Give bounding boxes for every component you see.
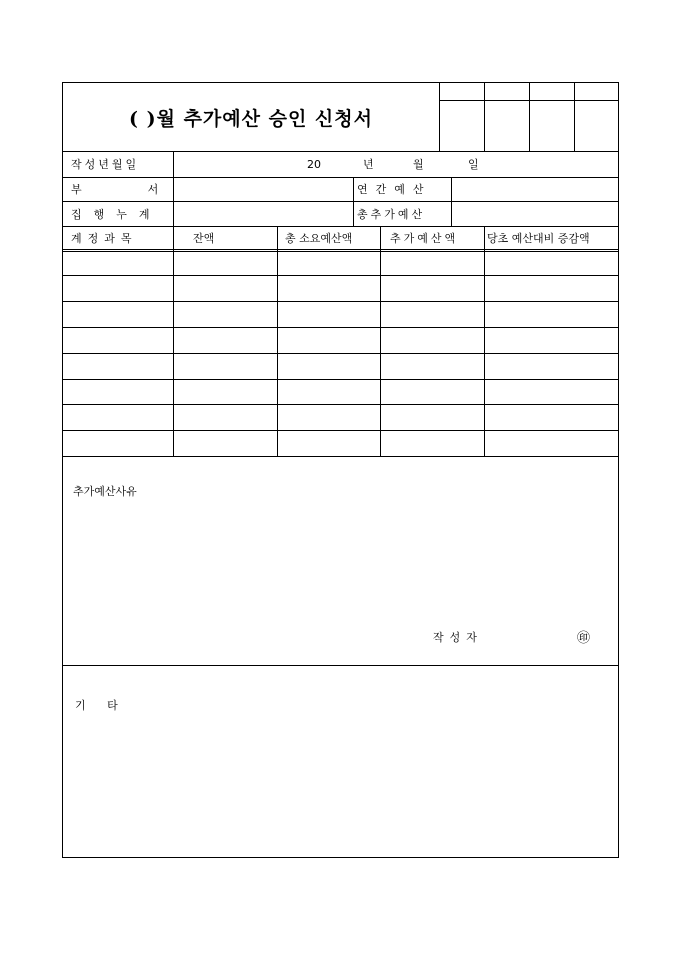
table-header: 당초 예산대비 증감액 [487,231,590,245]
table-cell[interactable] [488,249,615,275]
table-header: 계정과목 [71,231,138,245]
table-cell[interactable] [67,327,169,353]
table-cell[interactable] [281,404,376,430]
table-cell[interactable] [488,327,615,353]
table-cell[interactable] [281,353,376,379]
table-cell[interactable] [281,275,376,301]
table-cell[interactable] [281,430,376,456]
approval-box-2 [484,83,529,151]
table-cell[interactable] [67,430,169,456]
table-cell[interactable] [488,379,615,405]
table-cell[interactable] [384,249,480,275]
date-label: 작성년월일 [71,158,140,171]
table-cell[interactable] [67,301,169,327]
other-label: 기 타 [75,699,118,712]
table-cell[interactable] [177,249,273,275]
table-cell[interactable] [177,327,273,353]
table-cell[interactable] [177,301,273,327]
annual-budget-field[interactable] [452,178,619,201]
table-cell[interactable] [177,404,273,430]
month-unit: 월 [413,158,424,171]
table-cell[interactable] [281,327,376,353]
table-cell[interactable] [384,301,480,327]
table-cell[interactable] [177,430,273,456]
table-header: 추가예산액 [390,231,459,245]
budget-request-form [62,82,619,858]
day-unit: 일 [468,158,479,171]
exec-total-field[interactable] [174,202,353,226]
table-cell[interactable] [177,353,273,379]
table-cell[interactable] [177,379,273,405]
budget-table [63,226,619,456]
table-header: 잔액 [193,231,215,245]
table-cell[interactable] [281,249,376,275]
table-cell[interactable] [384,430,480,456]
approval-box-1 [439,83,484,151]
table-cell[interactable] [67,379,169,405]
table-cell[interactable] [67,404,169,430]
table-cell[interactable] [177,275,273,301]
form-title: ( )월 추가예산 승인 신청서 [129,107,373,130]
table-cell[interactable] [67,275,169,301]
table-cell[interactable] [384,404,480,430]
reason-field[interactable] [63,457,619,665]
other-field[interactable] [63,666,619,858]
approval-box-4 [574,83,619,151]
table-cell[interactable] [281,379,376,405]
reason-label: 추가예산사유 [73,485,137,498]
table-cell[interactable] [488,404,615,430]
table-cell[interactable] [384,379,480,405]
annual-budget-label: 연간예산 [357,183,432,196]
dept-field[interactable] [174,178,353,201]
table-cell[interactable] [384,353,480,379]
table-cell[interactable] [384,275,480,301]
table-cell[interactable] [488,353,615,379]
date-prefix: 20 [307,157,321,171]
table-cell[interactable] [488,275,615,301]
seal-mark: ㊞ [577,631,591,646]
table-cell[interactable] [488,301,615,327]
table-cell[interactable] [488,430,615,456]
table-cell[interactable] [67,249,169,275]
total-additional-field[interactable] [452,202,619,226]
total-additional-label: 총추가예산 [357,207,426,221]
date-field[interactable] [174,152,619,177]
exec-total-label: 집행누계 [71,207,162,221]
dept-label: 부서 [71,183,225,196]
table-cell[interactable] [384,327,480,353]
year-unit: 년 [363,158,374,171]
table-cell[interactable] [281,301,376,327]
table-cell[interactable] [67,353,169,379]
table-header: 총 소요예산액 [285,231,353,245]
author-label: 작성자 [433,631,483,644]
approval-box-3 [529,83,574,151]
